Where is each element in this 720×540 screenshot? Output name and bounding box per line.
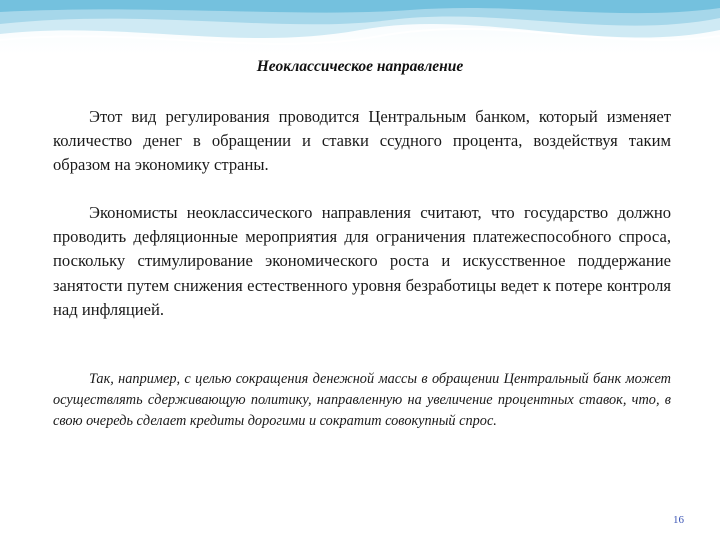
paragraph-central-bank: Этот вид регулирования проводится Центральным банком, который изменяет количество денег в обращении и ставки ссудного процента, воздействуя таким образом на экономику страны. xyxy=(53,107,671,175)
slide-title: Неоклассическое направление xyxy=(256,58,464,75)
paragraph-example: Так, например, с целью сокращения денежной массы в обращении Центральный банк может осуществлять сдерживающую политику, направленную на увеличение процентных ставок, что, в свою очередь сделает кредиты дорогими и сократит совокупный спрос. xyxy=(53,371,671,430)
paragraph-neoclassical-economists: Экономисты неоклассического направления считают, что государство должно проводить дефляционные мероприятия для ограничения платежеспособного спроса, поскольку стимулирование экономического роста и искусственное поддержание занятости путем снижения естественного уровня безработицы ведет к потере контроля над инфляцией. xyxy=(53,203,671,319)
page-number: 16 xyxy=(673,514,684,526)
